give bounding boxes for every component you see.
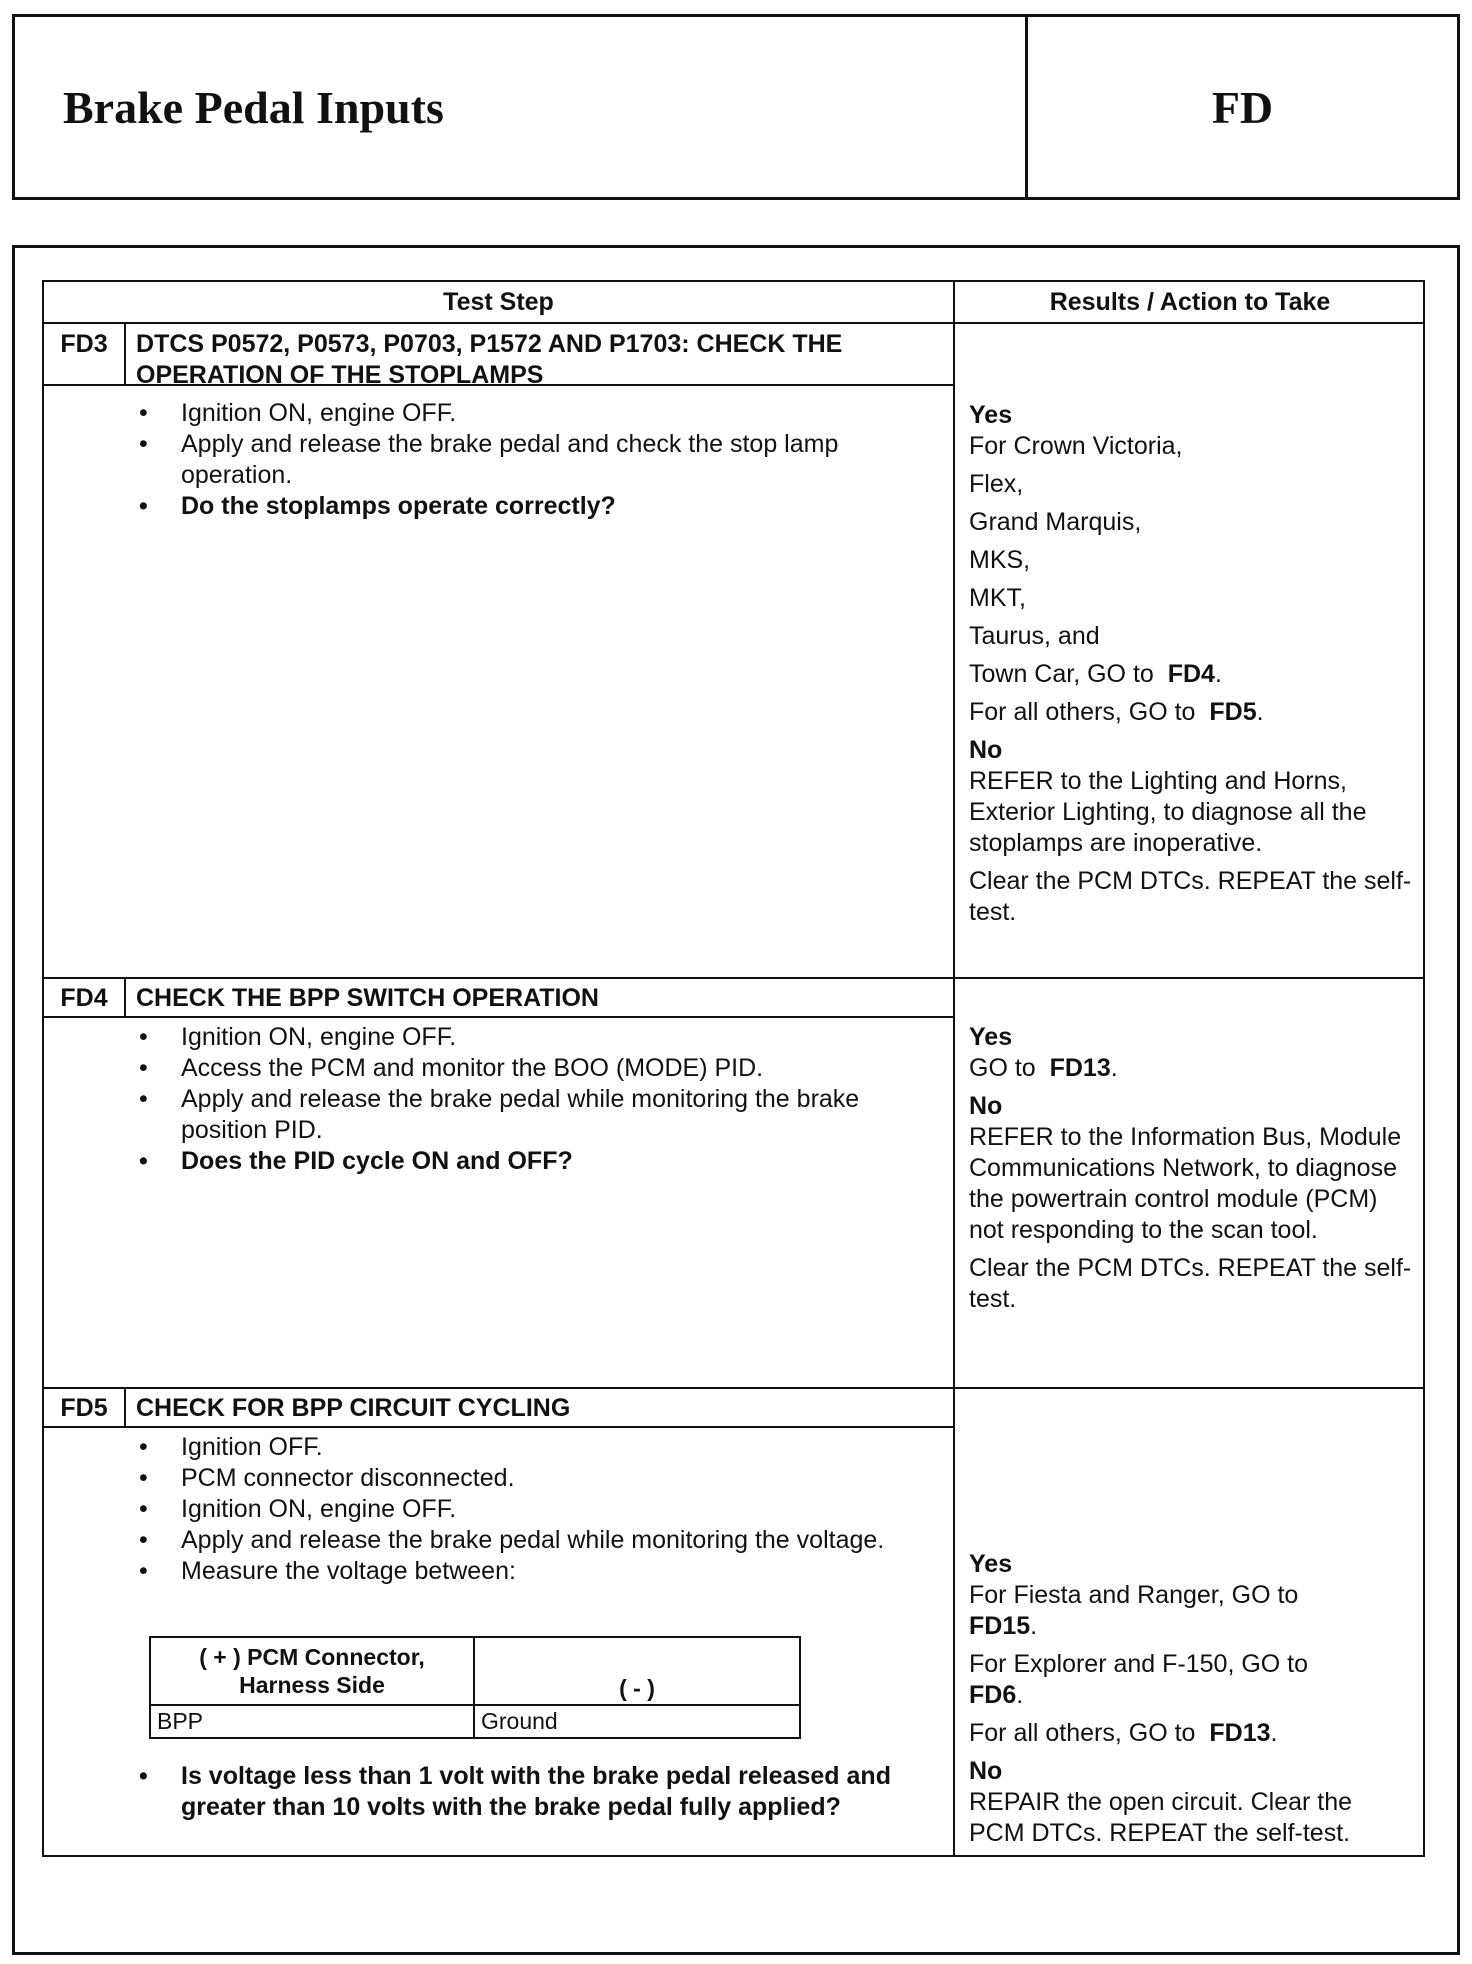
no-text: REFER to the Information Bus, Module Communications Network, to diagnose the powertrain control module (PCM) not responding to the scan tool. xyxy=(969,1123,1402,1244)
instruction-item: • Measure the voltage between: xyxy=(139,1556,929,1587)
measurement-table xyxy=(149,1636,801,1739)
result-line: For Crown Victoria, xyxy=(969,432,1183,460)
step-rule xyxy=(44,1387,1425,1389)
no-text: REFER to the Lighting and Horns, Exterior Lighting, to diagnose all the stoplamps are inoperative. xyxy=(969,767,1367,857)
step-title-rule xyxy=(44,384,953,386)
step-id: FD3 xyxy=(60,330,108,358)
step-question xyxy=(139,1761,929,1823)
instruction-item: • Ignition OFF. xyxy=(139,1432,929,1463)
step-results xyxy=(969,400,1414,935)
no-text: Clear the PCM DTCs. REPEAT the self-test. xyxy=(969,867,1412,926)
goto-link-fd13[interactable]: FD13 xyxy=(1209,1719,1271,1747)
step-results xyxy=(969,1549,1414,1856)
goto-line: GO to FD13. xyxy=(969,1054,1118,1082)
no-label: No xyxy=(969,1757,1003,1785)
page-title: Brake Pedal Inputs xyxy=(15,17,1028,197)
step-id-divider xyxy=(124,977,126,1016)
step-id: FD5 xyxy=(60,1394,108,1422)
goto-line: For Fiesta and Ranger, GO to FD15. xyxy=(969,1581,1299,1640)
header-rule xyxy=(44,322,1425,324)
goto-line: For all others, GO to FD13. xyxy=(969,1719,1278,1747)
table-cell: Ground xyxy=(474,1705,800,1738)
step-title-rule xyxy=(44,1016,953,1018)
goto-text: For Explorer and F-150, GO to xyxy=(969,1650,1309,1678)
goto-link-fd13[interactable]: FD13 xyxy=(1049,1054,1111,1082)
step-id-divider xyxy=(124,322,126,384)
table-cell: BPP xyxy=(150,1705,474,1738)
goto-link-fd5[interactable]: FD5 xyxy=(1209,698,1257,726)
instruction-item: • PCM connector disconnected. xyxy=(139,1463,929,1494)
result-line: Grand Marquis, xyxy=(969,508,1142,536)
column-divider xyxy=(953,282,955,1857)
diagnostic-table xyxy=(42,280,1425,1857)
result-line: Flex, xyxy=(969,470,1024,498)
yes-label: Yes xyxy=(969,401,1013,429)
step-title: CHECK THE BPP SWITCH OPERATION xyxy=(136,984,599,1012)
step-id: FD4 xyxy=(60,984,108,1012)
goto-link-fd6[interactable]: FD6 xyxy=(969,1681,1017,1709)
goto-line: For Explorer and F-150, GO to FD6. xyxy=(969,1650,1309,1709)
instruction-item: • Apply and release the brake pedal and check the stop lamp operation. xyxy=(139,429,929,491)
instruction-item: • Apply and release the brake pedal while monitoring the brake position PID. xyxy=(139,1084,929,1146)
instruction-item: • Ignition ON, engine OFF. xyxy=(139,398,929,429)
goto-line: Town Car, GO to FD4. xyxy=(969,660,1222,688)
section-code: FD xyxy=(1211,81,1274,133)
goto-text: Town Car, GO to xyxy=(969,660,1154,688)
step-instructions xyxy=(139,398,929,522)
table-header-negative: ( - ) xyxy=(474,1637,800,1705)
goto-text: For all others, GO to xyxy=(969,1719,1196,1747)
instruction-question: • Does the PID cycle ON and OFF? xyxy=(139,1146,929,1177)
page-header xyxy=(12,14,1460,200)
step-instructions xyxy=(139,1432,929,1587)
column-header-results: Results / Action to Take xyxy=(1049,288,1331,316)
instruction-question: • Is voltage less than 1 volt with the brake pedal released and greater than 10 volts with the brake pedal fully applied? xyxy=(139,1761,929,1823)
goto-line: For all others, GO to FD5. xyxy=(969,698,1264,726)
instruction-item: • Ignition ON, engine OFF. xyxy=(139,1022,929,1053)
no-text: REPAIR the open circuit. Clear the PCM DTCs. REPEAT the self-test. xyxy=(969,1788,1353,1847)
instruction-item: • Access the PCM and monitor the BOO (MODE) PID. xyxy=(139,1053,929,1084)
step-results xyxy=(969,1022,1414,1322)
yes-label: Yes xyxy=(969,1550,1013,1578)
table-header-positive: ( + ) PCM Connector, Harness Side xyxy=(150,1637,474,1705)
no-label: No xyxy=(969,1092,1003,1120)
step-title: CHECK FOR BPP CIRCUIT CYCLING xyxy=(136,1394,571,1422)
result-line: Taurus, and xyxy=(969,622,1100,650)
step-id-divider xyxy=(124,1387,126,1426)
result-line: MKS, xyxy=(969,546,1031,574)
instruction-item: • Ignition ON, engine OFF. xyxy=(139,1494,929,1525)
yes-label: Yes xyxy=(969,1023,1013,1051)
step-title: DTCS P0572, P0573, P0703, P1572 AND P1703: CHECK THE OPERATION OF THE STOPLAMPS xyxy=(136,330,843,389)
step-instructions xyxy=(139,1022,929,1177)
goto-text: For Fiesta and Ranger, GO to xyxy=(969,1581,1299,1609)
goto-text: For all others, GO to xyxy=(969,698,1196,726)
goto-text: GO to xyxy=(969,1054,1036,1082)
no-text: Clear the PCM DTCs. REPEAT the self-test. xyxy=(969,1254,1412,1313)
goto-link-fd4[interactable]: FD4 xyxy=(1167,660,1215,688)
instruction-item: • Apply and release the brake pedal while monitoring the voltage. xyxy=(139,1525,929,1556)
step-rule xyxy=(44,977,1425,979)
goto-link-fd15[interactable]: FD15 xyxy=(969,1612,1031,1640)
column-header-test-step: Test Step xyxy=(443,288,554,316)
instruction-question: • Do the stoplamps operate correctly? xyxy=(139,491,929,522)
result-line: MKT, xyxy=(969,584,1026,612)
no-label: No xyxy=(969,736,1003,764)
step-title-rule xyxy=(44,1426,953,1428)
